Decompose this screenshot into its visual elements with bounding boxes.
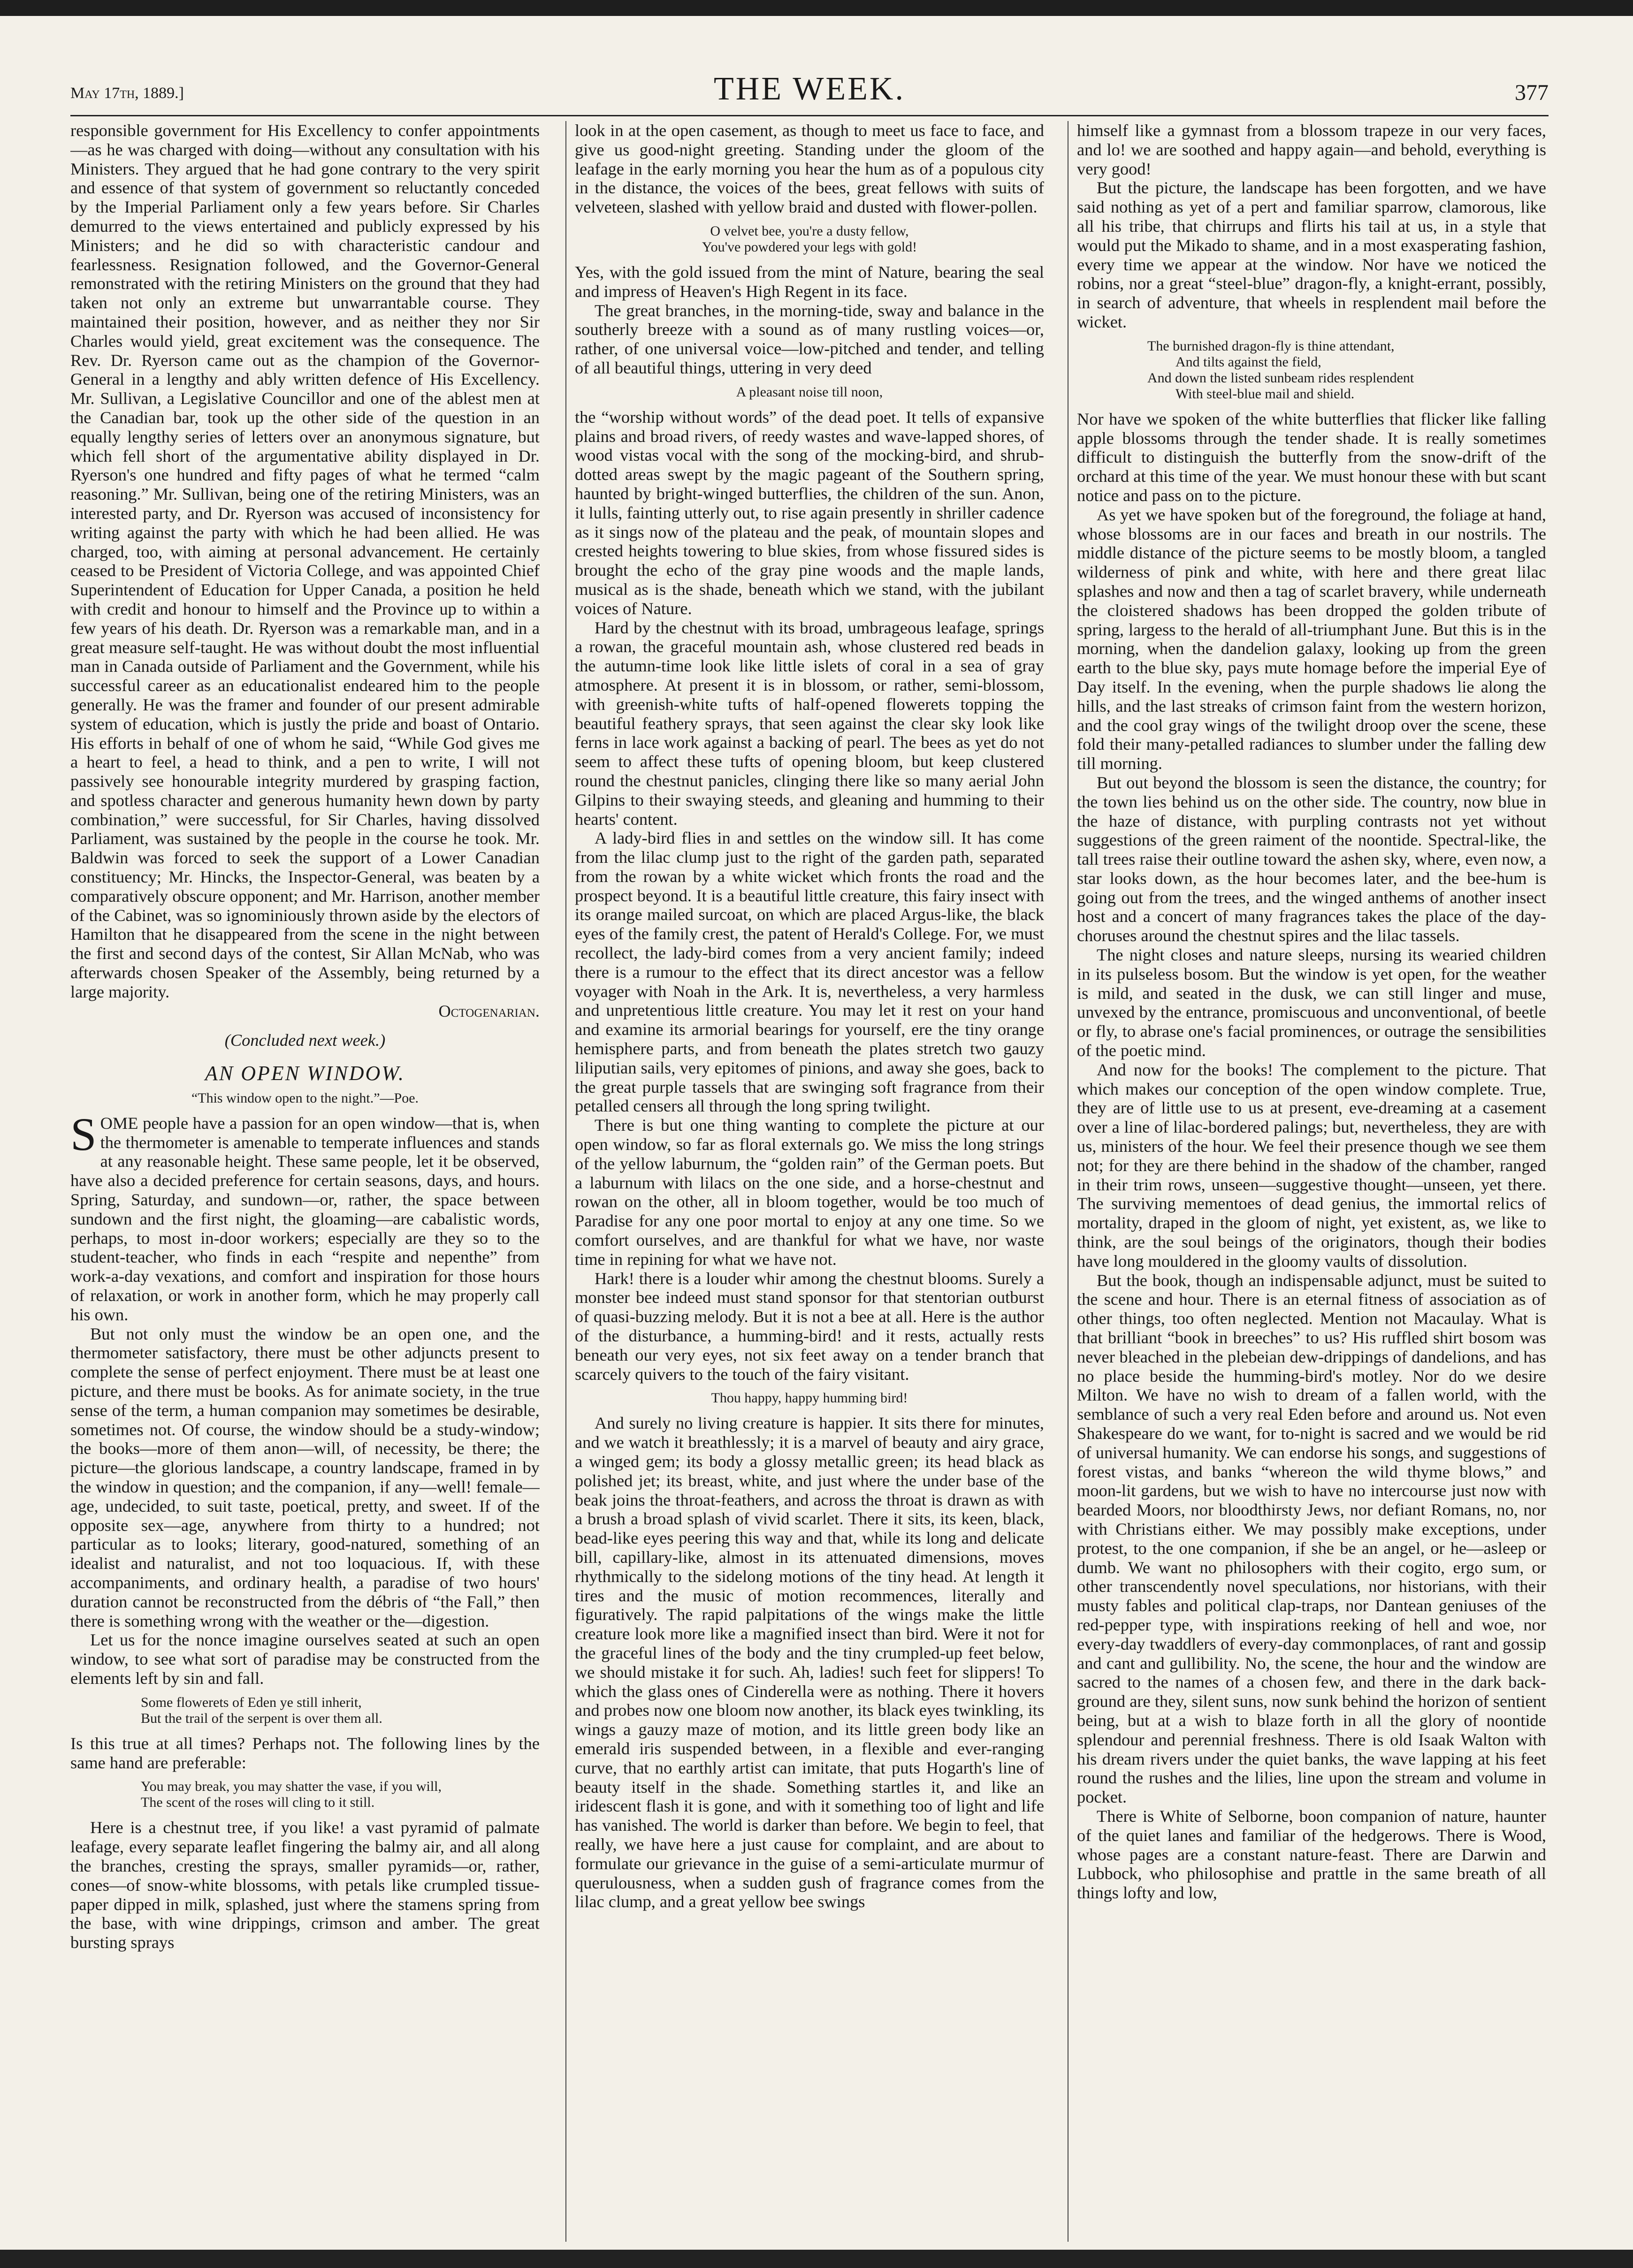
column-2 [575, 121, 1044, 2242]
paragraph: A lady-bird flies in and settles on the window sill. It has come from the lilac clump just to the right of the garden path, separated from the rowan by a white wicket which fronts the road and the prospect beyond. It is a beautiful little creature, this fairy insect with its orange mailed surcoat, on which are placed Argus-like, the black eyes of the family crest, the patent of Herald's College. For, we must recollect, the lady-bird comes from a very ancient family; indeed there is a rumour to the effect that its direct ancestor was a fellow voyager with Noah in the Ark. It is, nevertheless, a very harmless and unpretentious little creature. You may let it rest on your hand and examine its armorial bearings for yourself, ere the tiny orange hemisphere parts, and from beneath the plates stretch two gauzy liliputian sails, very epitomes of pinions, and away she goes, back to the great purple tassels that are swinging soft fragrance from their petalled censers all through the long spring twilight. [575, 829, 1044, 1116]
verse-line: And tilts against the field, [1175, 354, 1321, 370]
verse-line: You've powdered your legs with gold! [702, 239, 917, 255]
paragraph: As yet we have spoken but of the foreground, the foliage at hand, whose blossoms are in our faces and breath in our nostrils. The middle distance of the picture seems to be mostly bloom, a tangled wilderness of pink and white, with here and there great lilac splashes and now and then a tag of scarlet bravery, while underneath the cloistered shadows has been dropped the golden tribute of spring, largess to the herald of all-triumphant June. But this is in the morning, when the dandelion galaxy, looking up from the green earth to the blue sky, pays mute homage before the imperial Eye of Day itself. In the evening, when the purple shadows lie along the hills, and the last streaks of crimson faint from the western horizon, and the cool gray wings of the twilight droop over the scene, these fold their many-petalled radiances to slumber under the falling dew till morning. [1077, 505, 1546, 773]
paragraph: There is but one thing wanting to complete the picture at our open window, so far as floral externals go. We miss the long strings of the yellow laburnum, the “golden rain” of the German poets. But a laburnum with lilacs on the one side, and a horse-chestnut and rowan on the other, all in bloom together, would be too much of Paradise for any one poor mortal to enjoy at any one time. So we comfort ourselves, and are thankful for what we have, nor waste time in repining for what we have not. [575, 1116, 1044, 1269]
verse-line: The scent of the roses will cling to it still. [141, 1795, 375, 1811]
issue-date: May 17th, 1889.] [70, 84, 184, 102]
publication-title: THE WEEK. [714, 71, 905, 107]
paragraph: And surely no living creature is happier. It sits there for minutes, and we watch it breathlessly; it is a marvel of beauty and airy grace, a winged gem; its body a glossy metallic green; its head black as polished jet; its breast, white, and just where the under base of the beak joins the throat-feathers, and across the throat is drawn as with a brush a broad splash of vivid scarlet. There it sits, its keen, black, bead-like eyes peering this way and that, while its long and delicate bill, capillary-like, almost in its attenuated dimensions, moves rhythmically to the sidelong motions of the tiny head. At length it tires and the music of motion recommences, literally and figuratively. The rapid palpitations of the wings make the little creature look more like a magnified insect than bird. Were it not for the graceful lines of the body and the tiny crumpled-up feet below, we should mistake it for such. Ah, ladies! such feet for slippers! To which the glass ones of Cinderella were as nothing. There it hovers and probes now one bloom now another, its black eyes twinkling, its wings a gauzy maze of motion, and its little green body like an emerald iris suspended between, in a flexible and ever-ranging curve, that no earthly artist can imitate, that puts Hogarth's line of beauty itself in the shade. Something startles it, and like an iridescent flash it is gone, and with it something too of light and life has vanished. The world is darker than before. We begin to feel, that really, we have here a just cause for complaint, and are about to formulate our grievance in the guise of a semi-articulate murmur of querulousness, when a sudden gush of fragrance comes from the lilac clump, and a great yellow bee swings [575, 1414, 1044, 1911]
verse-line: You may break, you may shatter the vase, if you will, [141, 1779, 442, 1795]
paragraph: Nor have we spoken of the white butterflies that flicker like falling apple blossoms through the tender shade. It is really sometimes difficult to distinguish the butterfly from the snow-drift of the orchard at this time of the year. We must honour these with but scant notice and pass on to the picture. [1077, 409, 1546, 505]
paragraph: Yes, with the gold issued from the mint of Nature, bearing the seal and impress of Heaven's High Regent in its face. [575, 262, 1044, 301]
verse-quote [70, 1779, 540, 1811]
author-signature: Octogenarian. [438, 1001, 540, 1020]
continuation-note: (Concluded next week.) [224, 1031, 386, 1050]
paragraph: But the book, though an indispensable adjunct, must be suited to the scene and hour. There is an eternal fitness of association as of other things, too often neglected. Mention not Macaulay. What is that brilliant “book in breeches” to us? His ruffled shirt bosom was never bleached in the plebeian dew-drippings of dandelions, and has no place beside the humming-bird's motley. Nor do we desire Milton. We have no wish to dream of a fallen world, with the semblance of such a very real Eden before and around us. Not even Shakespeare do we want, for to-night is sacred and we would be rid of universal humanity. We can endorse his songs, and suggestions of forest vistas, and banks “whereon the wild thyme blows,” and moon-lit gardens, but we wish to have no intercourse just now with bearded Moors, nor bloodthirsty Jews, nor defiant Romans, no, nor with Christians either. We may possibly make exceptions, under protest, to the one companion, if she be an angel, or he—asleep or dumb. We want no philosophers with their cogito, ergo sum, or other transcendently novel speculations, nor historians, with their musty fables and political clap-traps, nor Dantean geniuses of the red-pepper type, with inspirations reeking of hell and woe, nor every-day twaddlers of every-day commonplaces, of rant and gossip and cant and gullibility. No, the scene, the hour and the window are sacred to the names of a chosen few, and there in the dark back-ground are they, silent suns, now sunk behind the horizon of sentient being, but at a wish to blaze forth in all the glory of noontide splendour and perennial freshness. There is old Isaak Walton with his dream rivers under the quiet banks, the wave lapping at his feet round the rushes and the lilies, line upon the stream and volume in pocket. [1077, 1271, 1546, 1807]
epigraph: “This window open to the night.”—Poe. [191, 1090, 419, 1106]
header-rule [70, 115, 1549, 116]
verse-quote [575, 1390, 1044, 1406]
paragraph: the “worship without words” of the dead poet. It tells of expansive plains and broad rivers, of reedy wastes and wave-lapped shores, of wood vistas vocal with the song of the mocking-bird, and shrub-dotted areas swept by the magic pageant of the Southern spring, haunted by bright-winged butterflies, the children of the sun. Anon, it lulls, fainting utterly out, to rise again presently in shriller cadence as it sings now of the plateau and the peak, of mountain slopes and crested heights towering to blue skies, from whose fissured sides is brought the echo of the gray pine woods and the maple lands, musical as is the shade, beneath which we stand, with the jubilant voices of Nature. [575, 407, 1044, 618]
paragraph: And now for the books! The complement to the picture. That which makes our conception of the open window complete. True, they are of little use to us at present, eve-dreaming at a casement over a line of lilac-bordered palings; but, nevertheless, they are with us, ministers of the hour. We feel their presence though we see them not; for they are there behind in the shadow of the chamber, ranged in their trim rows, unseen—suggestive thought—unseen, yet there. The surviving mementoes of dead genius, the immortal relics of mortality, draped in the gloom of night, yet existent, as, we like to think, are the soul beings of the originators, though their bodies have long mouldered in the gloomy vaults of dissolution. [1077, 1060, 1546, 1271]
drop-cap: S [70, 1108, 97, 1160]
paragraph: The great branches, in the morning-tide, sway and balance in the southerly breeze with a sound as of many rustling voices—or, rather, of one universal voice—low-pitched and tender, and telling of all beautiful things, uttering in very deed [575, 301, 1044, 377]
verse-line: With steel-blue mail and shield. [1175, 386, 1355, 402]
paragraph: Here is a chestnut tree, if you like! a vast pyramid of palmate leafage, every separate leaflet fingering the balmy air, and all along the branches, cresting the sprays, smaller pyramids—or, rather, cones—of snow-white blossoms, with petals like crumpled tissue-paper dipped in milk, splashed, just where the stamens spring from the base, with wine drippings, crimson and amber. The great bursting sprays [70, 1818, 540, 1952]
bottom-border [0, 2250, 1633, 2268]
paragraph: Is this true at all times? Perhaps not. The following lines by the same hand are preferable: [70, 1734, 540, 1772]
paragraph: But not only must the window be an open one, and the thermometer satisfactory, there must be other adjuncts present to complete the sense of perfect enjoyment. There must be at least one picture, and there must be books. As for animate society, in the true sense of the term, a human companion may sometimes be desirable, sometimes not. Of course, the window should be a study-window; the books—more of them anon—will, of necessity, be there; the picture—the glorious landscape, a country landscape, framed in by the window in question; and the companion, if any—well! female—age, undecided, to suit taste, poetical, pretty, and sweet. If of the opposite sex—age, anywhere from thirty to a hundred; not particular as to looks; literary, good-natured, something of an idealist and naturalist, and not too loquacious. If, with these accompaniments, and ordinary health, a paradise of two hours' duration cannot be reconstructed from the débris of “the Fall,” then there is something wrong with the weather or the—digestion. [70, 1324, 540, 1630]
column-1 [70, 121, 540, 2242]
paragraph: The night closes and nature sleeps, nursing its wearied children in its pulseless bosom. But the window is yet open, for the weather is mild, and seated in the dusk, we can still linger and muse, unvexed by the entrance, promiscuous and unconventional, of beetle or fly, to abrase one's facial prominences, or outrage the sensibilities of the poetic mind. [1077, 945, 1546, 1060]
paragraph: responsible government for His Excellency to confer appointments—as he was charged with doing—without any consultation with his Ministers. They argued that he had gone contrary to the very spirit and essence of that system of government so reluctantly conceded by the Imperial Parliament only a few years before. Sir Charles demurred to the views entertained and publicly expressed by his Ministers; and he did so with characteristic candour and fearlessness. Resignation followed, and the Governor-General remonstrated with the retiring Ministers on the ground that they had taken not only an extreme but unwarrantable course. They maintained their position, however, and as neither they nor Sir Charles would yield, great excitement was the consequence. The Rev. Dr. Ryerson came out as the champion of the Governor-General in a lengthy and ably written defence of His Excellency. Mr. Sullivan, a Legislative Councillor and one of the ablest men at the Canadian bar, took up the other side of the question in an equally lengthy series of letters over an anonymous signature, but which fell short of the argumentative ability displayed in Dr. Ryerson's one hundred and fifty pages of what he termed “calm reasoning.” Mr. Sullivan, being one of the retiring Ministers, was an interested party, and Dr. Ryerson was accused of inconsistency for writing against the party with which he had been allied. He was charged, too, with aiming at personal advancement. He certainly ceased to be President of Victoria College, and was appointed Chief Superintendent of Education for Upper Canada, a position he held with credit and honour to himself and the Province up to within a few years of his death. Dr. Ryerson was a remarkable man, and in a great measure self-taught. He was without doubt the most influential man in Canada outside of Parliament and the Government, while his successful career as an educationalist endeared him to the people generally. He was the framer and founder of our present admirable system of education, which is justly the pride and boast of Ontario. His efforts in behalf of one of whom he said, “While God gives me a heart to feel, a head to think, and a pen to write, I will not passively see honourable integrity murdered by grasping faction, and spotless character and generous humanity hewn down by party combination,” were successful, for Sir Charles, having dissolved Parliament, was sustained by the people in the course he took. Mr. Baldwin was forced to seek the support of a Lower Canadian constituency; Mr. Hincks, the Inspector-General, was beaten by a comparatively obscure opponent; and Mr. Harrison, another member of the Cabinet, was so ignominiously thrown aside by the electors of Hamilton that he disappeared from the scene in the night between the first and second days of the contest, Sir Allan McNab, who was afterwards chosen Speaker of the Assembly, being returned by a large majority. [70, 121, 540, 1001]
top-border [0, 0, 1633, 16]
verse-quote [575, 223, 1044, 255]
paragraph: But out beyond the blossom is seen the distance, the country; for the town lies behind us on the other side. The country, now blue in the haze of distance, with purpling contrasts not yet without suggestions of the green raiment of the noontide. Spectral-like, the tall trees raise their outline toward the ashen sky, where, even now, a star looks down, as the hour becomes later, and the bee-hum is going out from the trees, and the winged anthems of another insect host and a concert of many fragrances takes the place of the day-choruses around the chestnut spires and the lilac tassels. [1077, 773, 1546, 945]
paragraph: Hark! there is a louder whir among the chestnut blooms. Surely a monster bee indeed must stand sponsor for that stentorian outburst of quasi-buzzing melody. But it is not a bee at all. Here is the author of the disturbance, a humming-bird! and it rests, actually rests beneath our very eyes, not six feet away on a tender branch that scarcely quivers to the touch of the fairy visitant. [575, 1269, 1044, 1384]
page-number: 377 [1515, 80, 1549, 105]
paragraph: But the picture, the landscape has been forgotten, and we have said nothing as yet of a pert and familiar sparrow, clamorous, like all his tribe, that chirrups and flirts his tail at us, in a style that would put the Mikado to shame, and in a most exasperating fashion, every time we appear at the window. Nor have we noticed the robins, nor a great “steel-blue” dragon-fly, a knight-errant, possibly, in search of adventure, that wheels in resplendent mail before the wicket. [1077, 178, 1546, 331]
column-3 [1077, 121, 1546, 2242]
verse-line: The burnished dragon-fly is thine attendant, [1147, 338, 1395, 354]
paragraph: Hard by the chestnut with its broad, umbrageous leafage, springs a rowan, the graceful mountain ash, whose clustered red beads in the autumn-time look like little islets of coral in a sea of gray atmosphere. At present it is in blossom, or rather, semi-blossom, with greenish-white tufts of half-opened flowerets topping the beautiful feathery sprays, that seen against the clear sky look like ferns in lace work against a backing of pearl. The bees as yet do not seem to affect these tufts of opening bloom, but keep clustered round the chestnut panicles, clinging there like so many aerial John Gilpins to their swaying steeds, and gleaning and humming to their hearts' content. [575, 618, 1044, 829]
paragraph [70, 1108, 540, 1324]
paragraph: look in at the open casement, as though to meet us face to face, and give us good-night greeting. Standing under the gloom of the leafage in the early morning you hear the hum as of a populous city in the distance, the voices of the bees, great fellows with suits of velveteen, slashed with yellow braid and dusted with flower-pollen. [575, 121, 1044, 217]
verse-line: Some flowerets of Eden ye still inherit, [141, 1694, 362, 1710]
verse-line: But the trail of the serpent is over them all. [141, 1710, 382, 1726]
verse-line: And down the listed sunbeam rides resplendent [1147, 370, 1414, 386]
paragraph-text: OME people have a passion for an open window—that is, when the thermometer is amenable to temperate influences and stands at any reasonable height. These same people, let it be observed, have also a decided preference for certain seasons, days, and hours. Spring, Saturday, and sundown—or, rather, the space between sundown and the first night, the gloaming—are cabalistic words, perhaps, to most in-door workers; especially are they so to the student-teacher, who finds in each “respite and nepenthe” from work-a-day vexations, and comfort and inspiration for those hours of relaxation, or work in another form, which he may properly call his own. [70, 1113, 540, 1324]
verse-line: O velvet bee, you're a dusty fellow, [710, 223, 909, 239]
paragraph: There is White of Selborne, boon companion of nature, haunter of the quiet lanes and familiar of the hedgerows. There is Wood, whose pages are a constant nature-feast. There are Darwin and Lubbock, who philosophise and prattle in the same breath of all things lofty and low, [1077, 1806, 1546, 1903]
page-header [70, 70, 1549, 113]
verse-quote [575, 384, 1044, 400]
verse-quote [1077, 338, 1546, 402]
verse-line: Thou happy, happy humming bird! [711, 1390, 908, 1406]
verse-quote [70, 1695, 540, 1727]
column-divider-1 [565, 121, 566, 2242]
paragraph: Let us for the nonce imagine ourselves seated at such an open window, to see what sort of paradise may be constructed from the elements left by sin and fall. [70, 1630, 540, 1688]
paragraph: himself like a gymnast from a blossom trapeze in our very faces, and lo! we are soothed and happy again—and behold, everything is very good! [1077, 121, 1546, 178]
article-title: AN OPEN WINDOW. [205, 1062, 405, 1085]
verse-line: A pleasant noise till noon, [736, 384, 883, 400]
